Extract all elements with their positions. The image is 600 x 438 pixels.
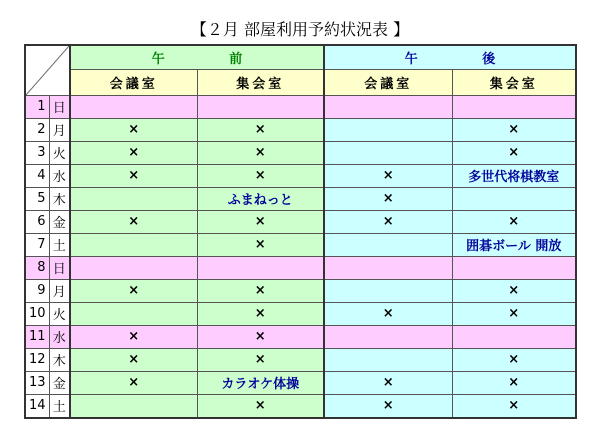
weekday: 月 <box>49 279 70 302</box>
pm-meeting-cell <box>324 279 452 302</box>
am-meeting-cell <box>70 233 197 256</box>
pm-assembly-cell <box>452 187 576 210</box>
am-meeting-cell: × <box>70 348 197 371</box>
pm-meeting-cell <box>324 348 452 371</box>
pm-meeting-cell: × <box>324 164 452 187</box>
page-title: 【２月 部屋利用予約状況表 】 <box>190 20 410 39</box>
pm-header: 午 後 <box>324 45 576 69</box>
date-number: 11 <box>25 325 49 348</box>
room-header-pm-meeting: 会議室 <box>324 69 452 95</box>
am-assembly-cell: × <box>197 164 324 187</box>
am-meeting-cell: × <box>70 141 197 164</box>
pm-meeting-cell <box>324 118 452 141</box>
am-assembly-cell: × <box>197 210 324 233</box>
am-meeting-cell <box>70 187 197 210</box>
am-assembly-cell: × <box>197 302 324 325</box>
date-number: 12 <box>25 348 49 371</box>
weekday: 日 <box>49 256 70 279</box>
pm-meeting-cell: × <box>324 302 452 325</box>
table-row <box>25 371 576 394</box>
room-header-am-meeting: 会議室 <box>70 69 197 95</box>
weekday: 木 <box>49 348 70 371</box>
date-number: 5 <box>25 187 49 210</box>
pm-assembly-cell <box>452 256 576 279</box>
weekday: 水 <box>49 325 70 348</box>
am-assembly-cell: × <box>197 348 324 371</box>
date-number: 6 <box>25 210 49 233</box>
table-row <box>25 348 576 371</box>
pm-assembly-cell <box>452 325 576 348</box>
weekday: 月 <box>49 118 70 141</box>
weekday: 金 <box>49 371 70 394</box>
am-meeting-cell <box>70 95 197 118</box>
am-meeting-cell: × <box>70 210 197 233</box>
weekday: 木 <box>49 187 70 210</box>
weekday: 水 <box>49 164 70 187</box>
weekday: 金 <box>49 210 70 233</box>
am-assembly-cell: × <box>197 325 324 348</box>
room-header-pm-assembly: 集会室 <box>452 69 576 95</box>
pm-assembly-cell: × <box>452 302 576 325</box>
pm-meeting-cell: × <box>324 187 452 210</box>
am-header: 午 前 <box>70 45 324 69</box>
pm-meeting-cell: × <box>324 394 452 418</box>
room-header-row <box>25 69 576 95</box>
am-meeting-cell: × <box>70 118 197 141</box>
date-number: 13 <box>25 371 49 394</box>
pm-assembly-cell: × <box>452 118 576 141</box>
am-assembly-cell: × <box>197 394 324 418</box>
weekday: 土 <box>49 394 70 418</box>
table-row <box>25 164 576 187</box>
pm-assembly-cell: × <box>452 141 576 164</box>
table-row <box>25 394 576 418</box>
am-meeting-cell <box>70 256 197 279</box>
pm-assembly-cell: × <box>452 348 576 371</box>
pm-assembly-cell: × <box>452 279 576 302</box>
date-number: 9 <box>25 279 49 302</box>
am-assembly-cell <box>197 95 324 118</box>
pm-meeting-cell <box>324 95 452 118</box>
am-meeting-cell: × <box>70 371 197 394</box>
day-rows <box>25 95 576 418</box>
reservation-table <box>24 44 577 419</box>
table-row <box>25 233 576 256</box>
pm-assembly-cell: × <box>452 210 576 233</box>
date-number: 4 <box>25 164 49 187</box>
pm-assembly-cell: 囲碁ボール 開放 <box>452 233 576 256</box>
am-meeting-cell <box>70 302 197 325</box>
period-header-row <box>25 45 576 69</box>
pm-meeting-cell <box>324 141 452 164</box>
table-row <box>25 325 576 348</box>
am-meeting-cell: × <box>70 279 197 302</box>
am-meeting-cell <box>70 394 197 418</box>
date-number: 2 <box>25 118 49 141</box>
date-number: 8 <box>25 256 49 279</box>
am-assembly-cell <box>197 256 324 279</box>
pm-meeting-cell <box>324 233 452 256</box>
pm-meeting-cell <box>324 256 452 279</box>
am-assembly-cell: × <box>197 233 324 256</box>
date-number: 14 <box>25 394 49 418</box>
table-row <box>25 279 576 302</box>
table-row <box>25 302 576 325</box>
table-row <box>25 187 576 210</box>
am-assembly-cell: カラオケ体操 <box>197 371 324 394</box>
pm-meeting-cell: × <box>324 371 452 394</box>
am-assembly-cell: × <box>197 279 324 302</box>
date-number: 10 <box>25 302 49 325</box>
am-meeting-cell: × <box>70 164 197 187</box>
table-row <box>25 141 576 164</box>
am-assembly-cell: × <box>197 141 324 164</box>
weekday: 火 <box>49 141 70 164</box>
table-row <box>25 256 576 279</box>
pm-assembly-cell: × <box>452 394 576 418</box>
date-number: 3 <box>25 141 49 164</box>
date-number: 7 <box>25 233 49 256</box>
am-assembly-cell: ふまねっと <box>197 187 324 210</box>
pm-meeting-cell <box>324 325 452 348</box>
weekday: 土 <box>49 233 70 256</box>
pm-assembly-cell <box>452 95 576 118</box>
pm-meeting-cell: × <box>324 210 452 233</box>
weekday: 日 <box>49 95 70 118</box>
corner-cell <box>25 45 70 95</box>
table-row <box>25 210 576 233</box>
am-meeting-cell: × <box>70 325 197 348</box>
am-assembly-cell: × <box>197 118 324 141</box>
table-row <box>25 118 576 141</box>
pm-assembly-cell: × <box>452 371 576 394</box>
room-header-am-assembly: 集会室 <box>197 69 324 95</box>
pm-assembly-cell: 多世代将棋教室 <box>452 164 576 187</box>
weekday: 火 <box>49 302 70 325</box>
date-number: 1 <box>25 95 49 118</box>
table-row <box>25 95 576 118</box>
